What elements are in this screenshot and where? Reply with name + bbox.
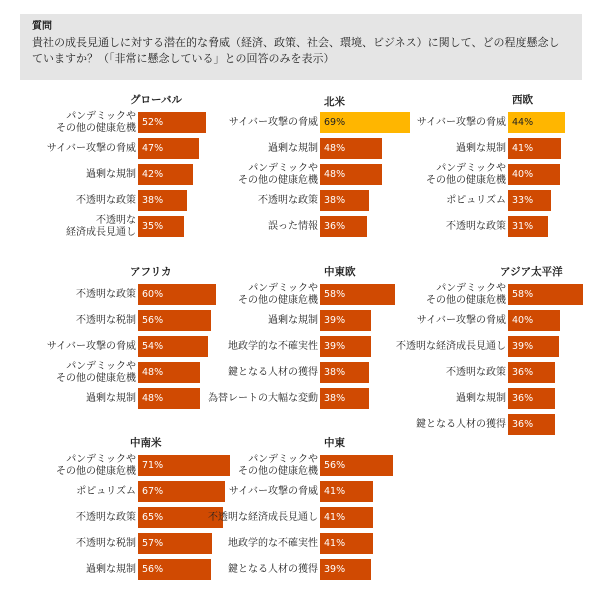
category-label: 不透明な税制: [76, 314, 136, 326]
bar-value-label: 67%: [142, 486, 164, 497]
category-label: 不透明な政策: [258, 194, 318, 206]
bar-value-label: 36%: [324, 221, 346, 232]
category-label: ポピュリズム: [446, 194, 506, 206]
bar: [320, 190, 369, 211]
bar-row: [194, 455, 374, 476]
bar-row: [194, 190, 374, 211]
bar-value-label: 48%: [324, 169, 346, 180]
bar-value-label: 71%: [142, 460, 164, 471]
bar: [508, 388, 555, 409]
bar-value-label: 41%: [324, 538, 346, 549]
bar-value-label: 56%: [142, 564, 164, 575]
bar-value-label: 47%: [142, 143, 164, 154]
category-label: サイバー攻撃の脅威: [416, 116, 506, 128]
chart-title: グローバル: [130, 94, 182, 106]
bar-row: [12, 112, 192, 133]
category-label: 鍵となる人材の獲得: [228, 563, 318, 575]
bar-row: [382, 190, 562, 211]
bar-row: [194, 507, 374, 528]
bar-value-label: 58%: [324, 289, 346, 300]
category-label: サイバー攻撃の脅威: [46, 340, 136, 352]
category-label: サイバー攻撃の脅威: [228, 485, 318, 497]
bar: [508, 138, 561, 159]
bar: [320, 164, 382, 185]
chart-title: 中東欧: [324, 266, 356, 278]
bar: [508, 216, 548, 237]
bar: [320, 336, 371, 357]
bar-row: [12, 190, 192, 211]
bar-row: [194, 216, 374, 237]
bar-row: [12, 388, 192, 409]
chart-title: 中南米: [130, 437, 162, 449]
bar: [320, 481, 373, 502]
bar: [508, 190, 551, 211]
bar-value-label: 33%: [512, 195, 534, 206]
bar-value-label: 48%: [142, 393, 164, 404]
bar-row: [12, 533, 192, 554]
category-label: 鍵となる人材の獲得: [416, 418, 506, 430]
category-label: 地政学的な不確実性: [228, 537, 318, 549]
bar: [138, 388, 200, 409]
bar: [320, 388, 369, 409]
bar: [320, 507, 373, 528]
bar-value-label: 54%: [142, 341, 164, 352]
bar-row: [194, 164, 374, 185]
question-text: 貴社の成長見通しに対する潜在的な脅威（経済、政策、社会、環境、ビジネス）に関して、どの程度懸念していますか？（「非常に懸念している」との回答のみを表示）: [32, 36, 560, 65]
bar: [508, 310, 560, 331]
bar-value-label: 58%: [512, 289, 534, 300]
category-label: 地政学的な不確実性: [228, 340, 318, 352]
bar-row: [382, 164, 562, 185]
category-label: 過剰な規制: [456, 142, 506, 154]
category-label: サイバー攻撃の脅威: [46, 142, 136, 154]
bar-row: [12, 336, 192, 357]
category-label: サイバー攻撃の脅威: [416, 314, 506, 326]
category-label: 為替レートの大幅な変動: [208, 392, 318, 404]
bar-row: [382, 414, 562, 435]
bar: [320, 533, 373, 554]
bar: [508, 414, 555, 435]
bar-value-label: 39%: [324, 315, 346, 326]
question-box: [20, 14, 582, 80]
category-label: 誤った情報: [268, 220, 318, 232]
bar-value-label: 65%: [142, 512, 164, 523]
category-label: 不透明な経済成長見通し: [208, 511, 318, 523]
bar-row: [12, 507, 192, 528]
bar-value-label: 69%: [324, 117, 346, 128]
bar-row: [194, 138, 374, 159]
bar-row: [382, 336, 562, 357]
category-label: 不透明な税制: [76, 537, 136, 549]
bar-value-label: 31%: [512, 221, 534, 232]
category-label: 過剰な規制: [268, 142, 318, 154]
bar-value-label: 56%: [142, 315, 164, 326]
category-label: サイバー攻撃の脅威: [228, 116, 318, 128]
bar-value-label: 38%: [324, 195, 346, 206]
bar-row: [194, 559, 374, 580]
bar: [138, 190, 187, 211]
bar-value-label: 36%: [512, 419, 534, 430]
bar-value-label: 35%: [142, 221, 164, 232]
bar-value-label: 52%: [142, 117, 164, 128]
bar: [508, 362, 555, 383]
bar-value-label: 48%: [142, 367, 164, 378]
category-label: パンデミックや その他の健康危機: [56, 360, 136, 384]
bar-row: [194, 533, 374, 554]
bar-row: [12, 559, 192, 580]
chart-title: 中東: [324, 437, 345, 449]
bar: [508, 336, 559, 357]
bar-value-label: 44%: [512, 117, 534, 128]
bar-row: [382, 216, 562, 237]
category-label: パンデミックや その他の健康危機: [426, 162, 506, 186]
category-label: 過剰な規制: [86, 168, 136, 180]
category-label: 不透明な政策: [76, 194, 136, 206]
bar: [138, 216, 184, 237]
bar-value-label: 60%: [142, 289, 164, 300]
bar-value-label: 56%: [324, 460, 346, 471]
bar-row: [194, 284, 374, 305]
bar-row: [194, 112, 374, 133]
category-label: ポピュリズム: [76, 485, 136, 497]
category-label: 不透明な政策: [76, 511, 136, 523]
chart-title: 北米: [324, 96, 345, 108]
bar-value-label: 38%: [324, 393, 346, 404]
bar-row: [12, 164, 192, 185]
category-label: パンデミックや その他の健康危機: [426, 282, 506, 306]
chart-title: 西欧: [512, 94, 533, 106]
category-label: 過剰な規制: [86, 563, 136, 575]
bar: [320, 455, 393, 476]
bar: [508, 284, 583, 305]
chart-title: アジア太平洋: [500, 266, 563, 278]
chart-title: アフリカ: [130, 266, 172, 278]
category-label: パンデミックや その他の健康危機: [56, 110, 136, 134]
bar-row: [382, 138, 562, 159]
bar: [320, 362, 369, 383]
category-label: パンデミックや その他の健康危機: [238, 162, 318, 186]
bar-value-label: 42%: [142, 169, 164, 180]
bar-row: [12, 455, 192, 476]
bar: [320, 138, 382, 159]
bar-row: [12, 216, 192, 237]
category-label: 不透明な政策: [76, 288, 136, 300]
category-label: 不透明な政策: [446, 366, 506, 378]
category-label: 不透明な 経済成長見通し: [66, 214, 136, 238]
bar: [138, 164, 193, 185]
bar-row: [382, 112, 562, 133]
bar-value-label: 36%: [512, 393, 534, 404]
bar-row: [194, 388, 374, 409]
category-label: 過剰な規制: [86, 392, 136, 404]
bar: [138, 362, 200, 383]
bar-row: [194, 336, 374, 357]
bar-value-label: 39%: [512, 341, 534, 352]
bar-value-label: 36%: [512, 367, 534, 378]
bar-value-label: 48%: [324, 143, 346, 154]
category-label: 不透明な政策: [446, 220, 506, 232]
bar: [138, 138, 199, 159]
bar-value-label: 39%: [324, 341, 346, 352]
bar-row: [194, 481, 374, 502]
category-label: パンデミックや その他の健康危機: [238, 282, 318, 306]
bar-value-label: 57%: [142, 538, 164, 549]
bar-row: [194, 310, 374, 331]
bar-value-label: 38%: [142, 195, 164, 206]
bar: [508, 164, 560, 185]
category-label: 鍵となる人材の獲得: [228, 366, 318, 378]
bar-row: [382, 362, 562, 383]
bar-row: [194, 362, 374, 383]
bar: [320, 216, 367, 237]
bar-row: [382, 284, 562, 305]
bar-row: [382, 388, 562, 409]
bar-row: [12, 138, 192, 159]
bar: [508, 112, 565, 133]
bar-value-label: 40%: [512, 169, 534, 180]
bar-row: [382, 310, 562, 331]
bar-value-label: 39%: [324, 564, 346, 575]
bar: [320, 559, 371, 580]
category-label: パンデミックや その他の健康危機: [238, 453, 318, 477]
bar-value-label: 41%: [324, 486, 346, 497]
category-label: パンデミックや その他の健康危機: [56, 453, 136, 477]
category-label: 過剰な規制: [456, 392, 506, 404]
bar: [320, 310, 371, 331]
bar-row: [12, 284, 192, 305]
bar-value-label: 41%: [324, 512, 346, 523]
bar-row: [12, 310, 192, 331]
bar-value-label: 40%: [512, 315, 534, 326]
bar-value-label: 38%: [324, 367, 346, 378]
category-label: 過剰な規制: [268, 314, 318, 326]
question-title: 質問: [32, 21, 52, 32]
bar-row: [12, 362, 192, 383]
bar-value-label: 41%: [512, 143, 534, 154]
bar-row: [12, 481, 192, 502]
category-label: 不透明な経済成長見通し: [396, 340, 506, 352]
